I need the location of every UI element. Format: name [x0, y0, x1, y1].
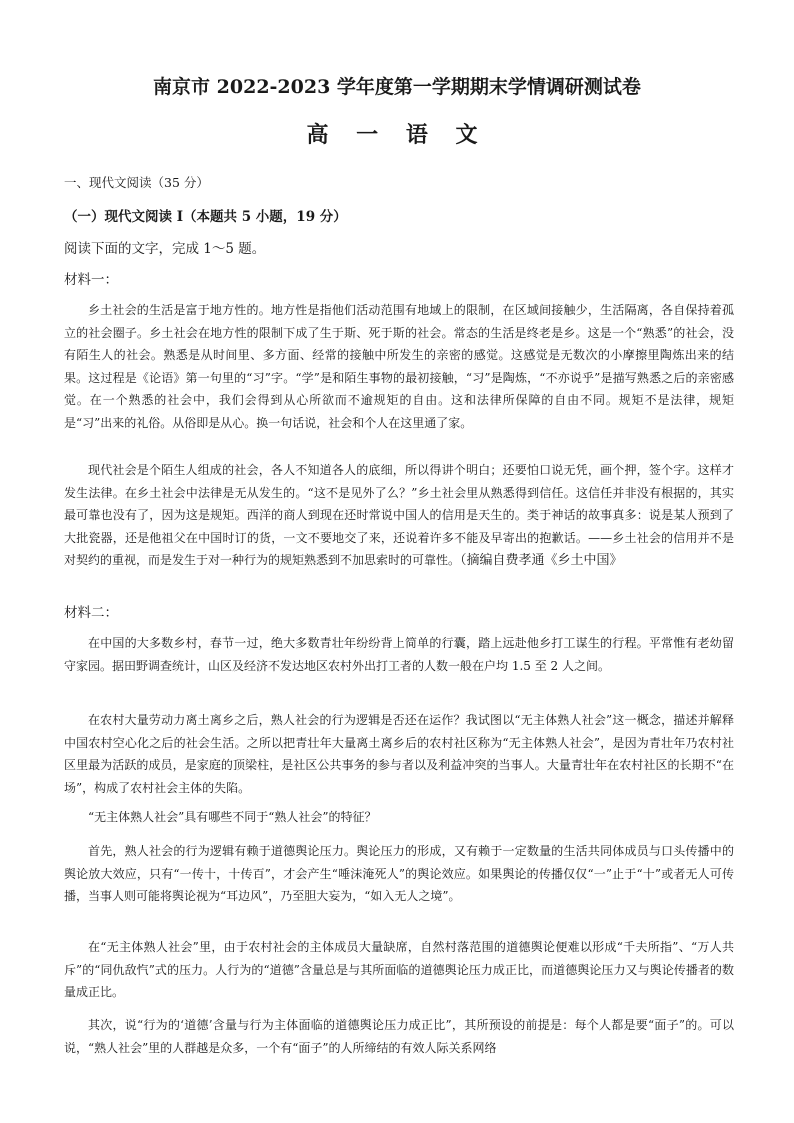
- reading-instruction: 阅读下面的文字，完成 1～5 题。: [64, 241, 266, 257]
- exam-title: 南京市 2022-2023 学年度第一学期期末学情调研测试卷: [153, 76, 641, 98]
- material2-paragraph-3: “无主体熟人社会”具有哪些不同于“熟人社会”的特征？: [88, 810, 377, 824]
- material1-label: 材料一：: [64, 272, 118, 288]
- material1-source: （摘编自费孝通《乡土中国》: [460, 553, 623, 569]
- material2-label: 材料二：: [64, 605, 118, 621]
- material2-paragraph-5: 在“无主体熟人社会”里，由于农村社会的主体成员大量缺席，自然村落范围的道德舆论便难以形成“千夫所指”、“万人共斥”的“同仇敌忾”式的压力。人行为的“道德”含量总是与其所面临的道德舆论压力成正比，而道德舆论压力又与舆论传播者的数量成正比。: [64, 940, 734, 1000]
- material2-paragraph-4: 首先，熟人社会的行为逻辑有赖于道德舆论压力。舆论压力的形成，又有赖于一定数量的生活共同体成员与口头传播中的舆论放大效应，只有“一传十，十传百”，才会产生“唾沫淹死人”的舆论效应。如果舆论的传播仅仅“一”止于“十”或者无人可传播，当事人则可能将舆论视为“耳边风”，乃至胆大妄为，“如入无人之境”。: [64, 844, 734, 904]
- section-heading: 一、现代文阅读（35 分）: [64, 175, 209, 190]
- subject-title: 高 一 语 文: [306, 122, 488, 148]
- material1-paragraph-2-text: 现代社会是个陌生人组成的社会，各人不知道各人的底细，所以得讲个明白；还要怕口说无凭，画个押，签个字。这样才发生法律。在乡土社会中法律是无从发生的。“这不是见外了么？”乡土社会里从熟悉得到信任。这信任并非没有根据的，其实最可靠也没有了，因为这是规矩。西洋的商人到现在还时常说中国人的信用是天生的。类于神话的故事真多：说是某人预到了大批瓷器，还是他祖父在中国时订的货，一文不要地交了来，还说着许多不能及早寄出的抱歉话。——乡土社会的信用并不是对契约的重视，而是发生于对一种行为的规矩熟悉到不加思索时的可靠性。: [64, 463, 734, 568]
- subsection-heading: （一）现代文阅读 I（本题共 5 小题，19 分）: [64, 209, 347, 225]
- material1-paragraph-1: 乡土社会的生活是富于地方性的。地方性是指他们活动范围有地域上的限制，在区域间接触少，生活隔离，各自保持着孤立的社会圈子。乡土社会在地方性的限制下成了生于斯、死于斯的社会。常态的生活是终老是乡。这是一个“熟悉”的社会，没有陌生人的社会。熟悉是从时间里、多方面、经常的接触中所发生的亲密的感觉。这感觉是无数次的小摩擦里陶炼出来的结果。这过程是《论语》第一句里的“习”字。“学”是和陌生事物的最初接触，“习”是陶炼，“不亦说乎”是描写熟悉之后的亲密感觉。在一个熟悉的社会中，我们会得到从心所欲而不逾规矩的自由。这和法律所保障的自由不同。规矩不是法律，规矩是“习”出来的礼俗。从俗即是从心。换一句话说，社会和个人在这里通了家。: [64, 303, 734, 430]
- material2-paragraph-6: 其次，说“行为的‘道德’含量与行为主体面临的道德舆论压力成正比”，其所预设的前提是：每个人都是要“面子”的。可以说，“熟人社会”里的人群越是众多，一个有“面子”的人所缔结的有效人际关系网络: [64, 1018, 734, 1055]
- material2-paragraph-2: 在农村大量劳动力离土离乡之后，熟人社会的行为逻辑是否还在运作？我试图以“无主体熟人社会”这一概念，描述并解释中国农村空心化之后的社会生活。之所以把青壮年大量离土离乡后的农村社区称为“无主体熟人社会”，是因为青壮年乃农村社区里最为活跃的成员，是家庭的顶梁柱，是社区公共事务的参与者以及利益冲突的当事人。大量青壮年在农村社区的长期不“在场”，构成了农村社会主体的失陷。: [64, 713, 734, 795]
- material1-paragraph-2: [64, 459, 734, 573]
- material2-paragraph-1: 在中国的大多数乡村，春节一过，绝大多数青壮年纷纷背上简单的行囊，踏上远赴他乡打工谋生的行程。平常惟有老幼留守家园。据田野调查统计，山区及经济不发达地区农村外出打工者的人数一般在户均 1.5 至 2 人之间。: [64, 636, 734, 673]
